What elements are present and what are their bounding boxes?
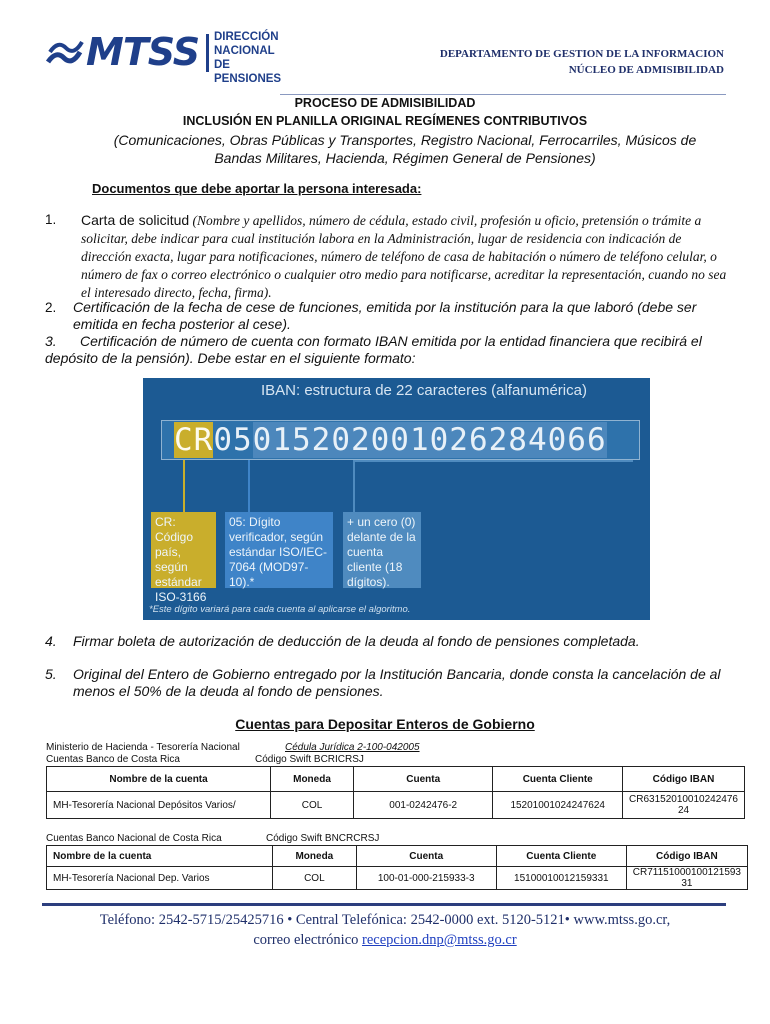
table-row: [47, 867, 748, 890]
check-digit-box: 05: Dígito verificador, según estándar ISO/IEC-7064 (MOD97-10).*: [225, 512, 333, 588]
nucleus-name: NÚCLEO DE ADMISIBILIDAD: [568, 64, 724, 76]
item-detail: Certificación de número de cuenta con formato IBAN emitida por la entidad financiera que recibirá el depósito de la pensión). Debe estar en el siguiente formato:: [45, 333, 702, 366]
email-link[interactable]: recepcion.dnp@mtss.go.cr: [362, 932, 517, 948]
list-item: [45, 333, 725, 367]
iban-format-image: [143, 378, 650, 620]
wave-logo-icon: [46, 32, 86, 72]
connector-line: [183, 460, 185, 512]
table-cell: CR63152010010242476 24: [623, 792, 745, 819]
country-code-box: CR: Código país, según estándar ISO-3166: [151, 512, 216, 588]
header-cell: Moneda: [271, 767, 354, 792]
connector-line: [248, 460, 250, 512]
logo-line: DE PENSIONES: [214, 59, 282, 85]
logo-line: DIRECCIÓN: [214, 31, 279, 43]
header-cell: Cuenta: [356, 846, 496, 867]
table-header-row: [47, 846, 748, 867]
bcr-swift: Código Swift BCRICRSJ: [255, 754, 364, 765]
footer-divider: [42, 903, 726, 906]
header-cell: Código IBAN: [623, 767, 745, 792]
footer-email-label: correo electrónico: [253, 932, 362, 948]
item-number: 3.: [45, 333, 57, 349]
footer-contact: Teléfono: 2542-5715/25425716 • Central Telefónica: 2542-0000 ext. 5120-5121• www.mtss.go.cr,: [99, 912, 671, 928]
iban-zero: 0: [252, 422, 273, 458]
item-detail: (Nombre y apellidos, número de cédula, estado civil, profesión u oficio, pretensión o trámite a solicitar, debe indicar para cual institución labora en la Administración, lugar de residencia con indicación de dirección exacta, lugar para notificaciones, número de teléfono de casa de habitación o número de teléfono celular, o número de fax o correo electrónico o cualquier otro medio para notificarse, acreditar la representación, cuando no sea el interesado directo, fecha, firma).: [81, 213, 727, 300]
inclusion-title: INCLUSIÓN EN PLANILLA ORIGINAL REGÍMENES CONTRIBUTIVOS: [182, 114, 588, 128]
cedula-label: Cédula Jurídica 2-100-042005: [285, 742, 420, 753]
table-cell: CR71151000100121593 31: [626, 867, 747, 890]
bnc-accounts-table: [46, 845, 748, 890]
item-number: 2.: [45, 300, 57, 315]
iban-example-bar: [161, 420, 640, 460]
iban-title: IBAN: estructura de 22 caracteres (alfanumérica): [261, 382, 587, 399]
item-text: [81, 211, 727, 302]
list-item: [45, 666, 725, 700]
item-number: 4.: [45, 633, 57, 649]
logo-divider: [206, 34, 209, 72]
bcr-label: Cuentas Banco de Costa Rica: [46, 754, 180, 765]
regimes-subtitle: (Comunicaciones, Obras Públicas y Transportes, Registro Nacional, Ferrocarriles, Músicos de Bandas Militares, Hacienda, Régimen General de Pensiones): [113, 132, 697, 166]
table-cell: COL: [271, 792, 354, 819]
list-item: [45, 633, 725, 650]
accounts-heading: Cuentas para Depositar Enteros de Gobierno: [235, 716, 535, 732]
table-cell: 15201001024247624: [493, 792, 623, 819]
header-cell: Nombre de la cuenta: [47, 846, 273, 867]
department-name: DEPARTAMENTO DE GESTION DE LA INFORMACION: [439, 48, 724, 60]
iban-account: 15202001026284066: [272, 422, 607, 458]
item-text: Certificación de la fecha de cese de funciones, emitida por la institución para la que laboró (debe ser emitida en fecha posterior al cese).: [73, 299, 697, 332]
table-cell: 15100010012159331: [496, 867, 626, 890]
list-item: [45, 299, 725, 333]
bcr-accounts-table: [46, 766, 745, 819]
item-number: 5.: [45, 666, 57, 682]
iban-country-code: CR: [174, 422, 214, 458]
logo-subtitle: [214, 30, 281, 86]
item-text: Original del Entero de Gobierno entregado por la Institución Bancaria, donde consta la cancelación de al menos el 50% de la deuda al fondo de pensiones.: [73, 666, 721, 699]
list-item: [45, 211, 727, 302]
header-divider: [280, 94, 726, 95]
ministry-label: Ministerio de Hacienda - Tesorería Nacional: [46, 742, 240, 753]
header-cell: Nombre de la cuenta: [47, 767, 271, 792]
footer: [0, 910, 770, 950]
header-cell: Moneda: [273, 846, 356, 867]
item-text: Firmar boleta de autorización de deducción de la deuda al fondo de pensiones completada.: [73, 633, 640, 649]
table-cell: 100-01-000-215933-3: [356, 867, 496, 890]
department-heading: [440, 46, 724, 78]
footer-email-line: [0, 930, 770, 950]
table-cell: COL: [273, 867, 356, 890]
bnc-swift: Código Swift BNCRCRSJ: [266, 833, 380, 844]
item-lead: Carta de solicitud: [81, 212, 190, 228]
logo-text: MTSS: [86, 30, 200, 74]
account-box: + un cero (0) delante de la cuenta cliente (18 dígitos).: [343, 512, 421, 588]
table-cell: MH-Tesorería Nacional Depósitos Varios/: [47, 792, 271, 819]
header-cell: Cuenta Cliente: [493, 767, 623, 792]
connector-line: [353, 460, 355, 512]
table-cell: MH-Tesorería Nacional Dep. Varios: [47, 867, 273, 890]
iban-example: [162, 421, 607, 459]
table-row: [47, 792, 745, 819]
header-cell: Cuenta: [353, 767, 492, 792]
iban-check-digits: 05: [213, 422, 253, 458]
logo-line: NACIONAL: [214, 45, 275, 57]
bnc-label: Cuentas Banco Nacional de Costa Rica: [46, 833, 222, 844]
header-cell: Código IBAN: [626, 846, 747, 867]
item-text: [45, 333, 725, 367]
header-cell: Cuenta Cliente: [496, 846, 626, 867]
connector-line: [353, 460, 633, 462]
table-header-row: [47, 767, 745, 792]
iban-footnote: *Este dígito variará para cada cuenta al aplicarse el algoritmo.: [149, 604, 411, 615]
table-cell: 001-0242476-2: [353, 792, 492, 819]
item-number: 1.: [45, 212, 57, 227]
mtss-logo: [46, 30, 282, 85]
documents-heading: Documentos que debe aportar la persona interesada:: [92, 181, 422, 196]
process-title: PROCESO DE ADMISIBILIDAD: [294, 96, 476, 110]
